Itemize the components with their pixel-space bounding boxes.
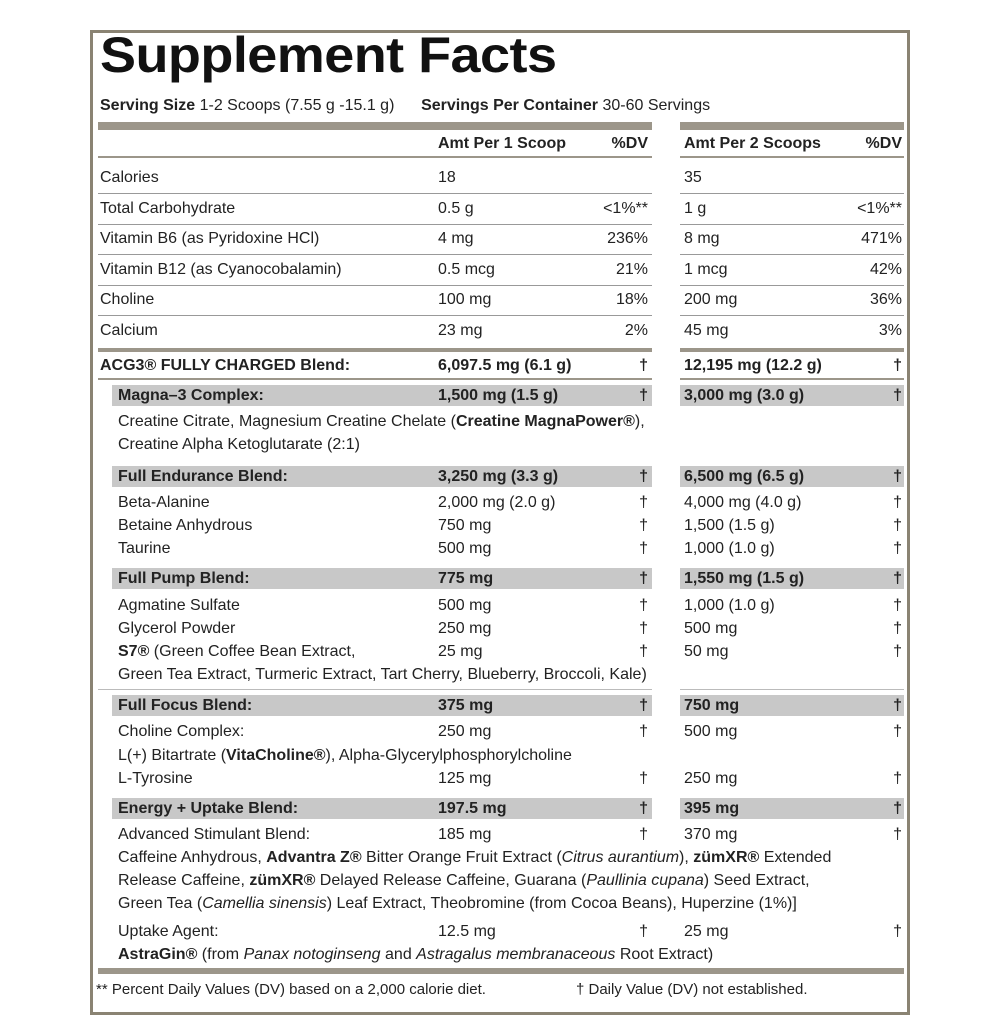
pump-blend-dv2: † xyxy=(893,570,902,587)
endurance-item-dv2: † xyxy=(893,540,902,557)
servings-per-container-label: Servings Per Container xyxy=(421,97,599,114)
choline-complex-amt1: 250 mg xyxy=(438,723,492,740)
main-blend-amt1: 6,097.5 mg (6.1 g) xyxy=(438,357,572,374)
stim-desc-line2-part: Release Caffeine, xyxy=(118,872,250,889)
nutrient-dv2: 36% xyxy=(869,291,902,308)
pump-item-dv1: † xyxy=(639,620,648,637)
row-divider xyxy=(98,689,652,690)
uptake-agent-amt2: 25 mg xyxy=(684,923,729,940)
footnote-dagger: † Daily Value (DV) not established. xyxy=(576,981,808,998)
divider-thick xyxy=(98,122,652,130)
choline-complex-name: Choline Complex: xyxy=(118,723,245,740)
focus-blend-amt2: 750 mg xyxy=(684,697,740,714)
pump-item-amt1: 500 mg xyxy=(438,597,492,614)
row-divider xyxy=(680,254,904,255)
panel-title: Supplement Facts xyxy=(100,27,557,83)
s7-desc xyxy=(118,665,647,685)
endurance-blend-amt2: 6,500 mg (6.5 g) xyxy=(684,468,805,485)
row-divider xyxy=(98,254,652,255)
astragin-desc-part: Astragalus membranaceous xyxy=(416,946,616,963)
nutrient-dv1: 236% xyxy=(607,230,648,247)
endurance-blend-amt1: 3,250 mg (3.3 g) xyxy=(438,468,559,485)
magna-desc-line2-part: Creatine Alpha Ketoglutarate (2:1) xyxy=(118,436,360,453)
nutrient-name: Total Carbohydrate xyxy=(100,199,236,217)
endurance-item-amt2: 1,000 (1.0 g) xyxy=(684,540,775,557)
nutrient-dv1: 2% xyxy=(624,321,648,339)
nutrient-amt2: 200 mg xyxy=(684,291,738,308)
divider-thick xyxy=(98,968,904,974)
pump-blend-dv1: † xyxy=(639,570,648,587)
stim-desc-line1-part: Bitter Orange Fruit Extract ( xyxy=(361,849,562,866)
pump-item-dv2: † xyxy=(893,597,902,614)
stim-desc-line1-part: Citrus aurantium xyxy=(561,849,680,866)
nutrient-name: Vitamin B6 (as Pyridoxine HCl) xyxy=(100,230,320,247)
endurance-item-amt2: 1,500 (1.5 g) xyxy=(684,517,775,534)
magna-complex-amt1: 1,500 mg (1.5 g) xyxy=(438,387,559,404)
magna-desc-line2 xyxy=(118,435,360,455)
s7-rest: (Green Coffee Bean Extract, xyxy=(149,643,356,660)
magna-desc-line1-part: ), xyxy=(634,413,645,430)
stim-desc-line2-part: zümXR® xyxy=(249,872,316,889)
nutrient-amt2: 1 mcg xyxy=(684,260,728,278)
choline-desc-part: ), Alpha-Glycerylphosphorylcholine xyxy=(325,747,572,764)
serving-size-label: Serving Size xyxy=(100,97,196,114)
endurance-item-dv2: † xyxy=(893,517,902,534)
s7-dv1: † xyxy=(639,643,648,660)
nutrient-dv2: 42% xyxy=(869,260,902,278)
l-tyrosine-name: L-Tyrosine xyxy=(118,770,193,787)
stim-desc-line2 xyxy=(118,871,810,891)
uptake-agent-name: Uptake Agent: xyxy=(118,923,219,940)
divider-thick xyxy=(680,122,904,130)
stim-desc-line3-part: Camellia sinensis xyxy=(202,895,327,912)
pump-item-name: Glycerol Powder xyxy=(118,620,236,637)
nutrient-amt1: 4 mg xyxy=(438,230,474,247)
endurance-item-amt1: 500 mg xyxy=(438,540,492,557)
focus-blend-dv2: † xyxy=(893,697,902,714)
divider xyxy=(680,156,904,158)
astragin-desc xyxy=(118,945,713,965)
divider xyxy=(98,378,652,380)
choline-desc-part: L(+) Bitartrate ( xyxy=(118,747,227,764)
stimulant-blend-dv1: † xyxy=(639,826,648,843)
header-dv-2: %DV xyxy=(865,135,902,152)
pump-blend-amt2: 1,550 mg (1.5 g) xyxy=(684,570,805,587)
endurance-item-name: Betaine Anhydrous xyxy=(118,517,253,534)
header-amt-1-scoop: Amt Per 1 Scoop xyxy=(438,135,567,152)
stim-desc-line1-part: Advantra Z® xyxy=(266,849,362,866)
nutrient-amt1: 0.5 mcg xyxy=(438,260,495,278)
serving-info xyxy=(100,97,710,115)
endurance-blend-name: Full Endurance Blend: xyxy=(118,468,288,485)
stim-desc-line3-part: ) Leaf Extract, Theobromine (from Cocoa Beans), Huperzine (1%)] xyxy=(326,895,797,912)
row-divider xyxy=(98,285,652,286)
pump-item-amt1: 250 mg xyxy=(438,620,492,637)
row-divider xyxy=(680,285,904,286)
nutrient-dv2: 3% xyxy=(878,321,902,339)
endurance-item-amt2: 4,000 mg (4.0 g) xyxy=(684,494,802,511)
s7-dv2: † xyxy=(893,643,902,660)
choline-complex-dv1: † xyxy=(639,723,648,740)
endurance-blend-dv2: † xyxy=(893,468,902,485)
focus-blend-dv1: † xyxy=(639,697,648,714)
row-divider xyxy=(680,224,904,225)
divider-thick xyxy=(98,348,652,352)
choline-desc-part: VitaCholine® xyxy=(226,747,326,764)
main-blend-dv1: † xyxy=(639,357,648,374)
nutrient-name: Calories xyxy=(100,169,159,186)
main-blend-dv2: † xyxy=(893,357,902,374)
endurance-item-dv1: † xyxy=(639,494,648,511)
nutrient-amt2: 45 mg xyxy=(684,321,729,339)
nutrient-amt1: 23 mg xyxy=(438,321,483,339)
magna-complex-dv2: † xyxy=(893,387,902,404)
pump-item-name: Agmatine Sulfate xyxy=(118,597,240,614)
astragin-desc-part: AstraGin® xyxy=(118,946,198,963)
endurance-item-amt1: 750 mg xyxy=(438,517,492,534)
stim-desc-line1 xyxy=(118,848,831,868)
endurance-item-dv1: † xyxy=(639,540,648,557)
nutrient-dv1: 21% xyxy=(615,260,648,278)
stim-desc-line1-part: Caffeine Anhydrous, xyxy=(118,849,267,866)
s7-amt2: 50 mg xyxy=(684,643,729,660)
l-tyrosine-dv2: † xyxy=(893,770,902,787)
energy-blend-dv1: † xyxy=(639,800,648,817)
astragin-desc-part: Panax notoginseng xyxy=(243,946,381,963)
pump-item-dv2: † xyxy=(893,620,902,637)
uptake-agent-amt1: 12.5 mg xyxy=(438,923,496,940)
nutrient-name: Choline xyxy=(100,291,155,308)
l-tyrosine-dv1: † xyxy=(639,770,648,787)
focus-blend-amt1: 375 mg xyxy=(438,697,494,714)
stim-desc-line3 xyxy=(118,894,797,914)
nutrient-dv2: 471% xyxy=(861,230,902,247)
stim-desc-line2-part: ) Seed Extract, xyxy=(703,872,810,889)
row-divider xyxy=(98,315,652,316)
divider xyxy=(680,378,904,380)
uptake-agent-dv2: † xyxy=(893,923,902,940)
nutrient-name: Vitamin B12 (as Cyanocobalamin) xyxy=(100,260,342,278)
row-divider xyxy=(680,689,904,690)
endurance-item-dv2: † xyxy=(893,494,902,511)
pump-blend-amt1: 775 mg xyxy=(438,570,494,587)
choline-complex-dv2: † xyxy=(893,723,902,740)
nutrient-amt1: 0.5 g xyxy=(438,199,474,217)
focus-blend-name: Full Focus Blend: xyxy=(118,697,253,714)
nutrient-amt1: 100 mg xyxy=(438,291,492,308)
footnote-dv: ** Percent Daily Values (DV) based on a 2,000 calorie diet. xyxy=(96,981,486,998)
servings-per-container-value: 30-60 Servings xyxy=(602,97,711,114)
s7-amt1: 25 mg xyxy=(438,643,483,660)
nutrient-amt2: 35 xyxy=(684,169,702,186)
stimulant-blend-amt1: 185 mg xyxy=(438,826,492,843)
energy-blend-amt2: 395 mg xyxy=(684,800,740,817)
stim-desc-line2-part: Paullinia cupana xyxy=(586,872,704,889)
stim-desc-line1-part: Extended xyxy=(759,849,832,866)
nutrient-amt2: 1 g xyxy=(684,199,707,217)
magna-desc-line1-part: Creatine Citrate, Magnesium Creatine Chelate ( xyxy=(118,413,456,430)
l-tyrosine-amt2: 250 mg xyxy=(684,770,738,787)
l-tyrosine-amt1: 125 mg xyxy=(438,770,492,787)
nutrient-dv1: 18% xyxy=(615,291,648,308)
pump-item-amt2: 500 mg xyxy=(684,620,738,637)
magna-complex-amt2: 3,000 mg (3.0 g) xyxy=(684,387,805,404)
endurance-blend-dv1: † xyxy=(639,468,648,485)
nutrient-amt1: 18 xyxy=(438,169,456,186)
stim-desc-line2-part: Delayed Release Caffeine, Guarana ( xyxy=(315,872,587,889)
magna-desc-line1-part: Creatine MagnaPower® xyxy=(455,413,635,430)
stim-desc-line3-part: Green Tea ( xyxy=(118,895,203,912)
row-divider xyxy=(98,193,652,194)
main-blend-name: ACG3® FULLY CHARGED Blend: xyxy=(100,357,351,374)
stimulant-blend-amt2: 370 mg xyxy=(684,826,738,843)
choline-desc xyxy=(118,746,572,766)
row-divider xyxy=(680,193,904,194)
stimulant-blend-dv2: † xyxy=(893,826,902,843)
endurance-item-dv1: † xyxy=(639,517,648,534)
serving-size-value: 1-2 Scoops (7.55 g -15.1 g) xyxy=(199,97,395,114)
energy-blend-dv2: † xyxy=(893,800,902,817)
endurance-item-name: Beta-Alanine xyxy=(118,494,210,511)
divider-thick xyxy=(680,348,904,352)
nutrient-dv2: <1%** xyxy=(857,199,902,217)
uptake-agent-dv1: † xyxy=(639,923,648,940)
magna-desc-line1 xyxy=(118,412,645,432)
astragin-desc-part: Root Extract) xyxy=(615,946,714,963)
endurance-item-name: Taurine xyxy=(118,540,171,557)
astragin-desc-part: (from xyxy=(197,946,244,963)
row-divider xyxy=(680,315,904,316)
nutrient-name: Calcium xyxy=(100,321,158,339)
pump-item-dv1: † xyxy=(639,597,648,614)
magna-complex-name: Magna–3 Complex: xyxy=(118,387,264,404)
header-dv-1: %DV xyxy=(611,135,648,152)
choline-complex-amt2: 500 mg xyxy=(684,723,738,740)
stimulant-blend-name: Advanced Stimulant Blend: xyxy=(118,826,311,843)
row-divider xyxy=(98,224,652,225)
pump-blend-name: Full Pump Blend: xyxy=(118,570,250,587)
stim-desc-line1-part: zümXR® xyxy=(693,849,760,866)
divider xyxy=(98,156,652,158)
s7-desc-part: Green Tea Extract, Turmeric Extract, Tart Cherry, Blueberry, Broccoli, Kale) xyxy=(118,666,647,683)
s7-brand: S7® xyxy=(118,643,150,660)
energy-blend-amt1: 197.5 mg xyxy=(438,800,507,817)
main-blend-amt2: 12,195 mg (12.2 g) xyxy=(684,357,822,374)
astragin-desc-part: and xyxy=(380,946,417,963)
energy-blend-name: Energy + Uptake Blend: xyxy=(118,800,299,817)
magna-complex-dv1: † xyxy=(639,387,648,404)
nutrient-dv1: <1%** xyxy=(603,199,648,217)
s7-name xyxy=(118,642,355,662)
header-amt-2-scoops: Amt Per 2 Scoops xyxy=(684,135,821,152)
stim-desc-line1-part: ), xyxy=(679,849,694,866)
pump-item-amt2: 1,000 (1.0 g) xyxy=(684,597,775,614)
nutrient-amt2: 8 mg xyxy=(684,230,720,247)
endurance-item-amt1: 2,000 mg (2.0 g) xyxy=(438,494,556,511)
